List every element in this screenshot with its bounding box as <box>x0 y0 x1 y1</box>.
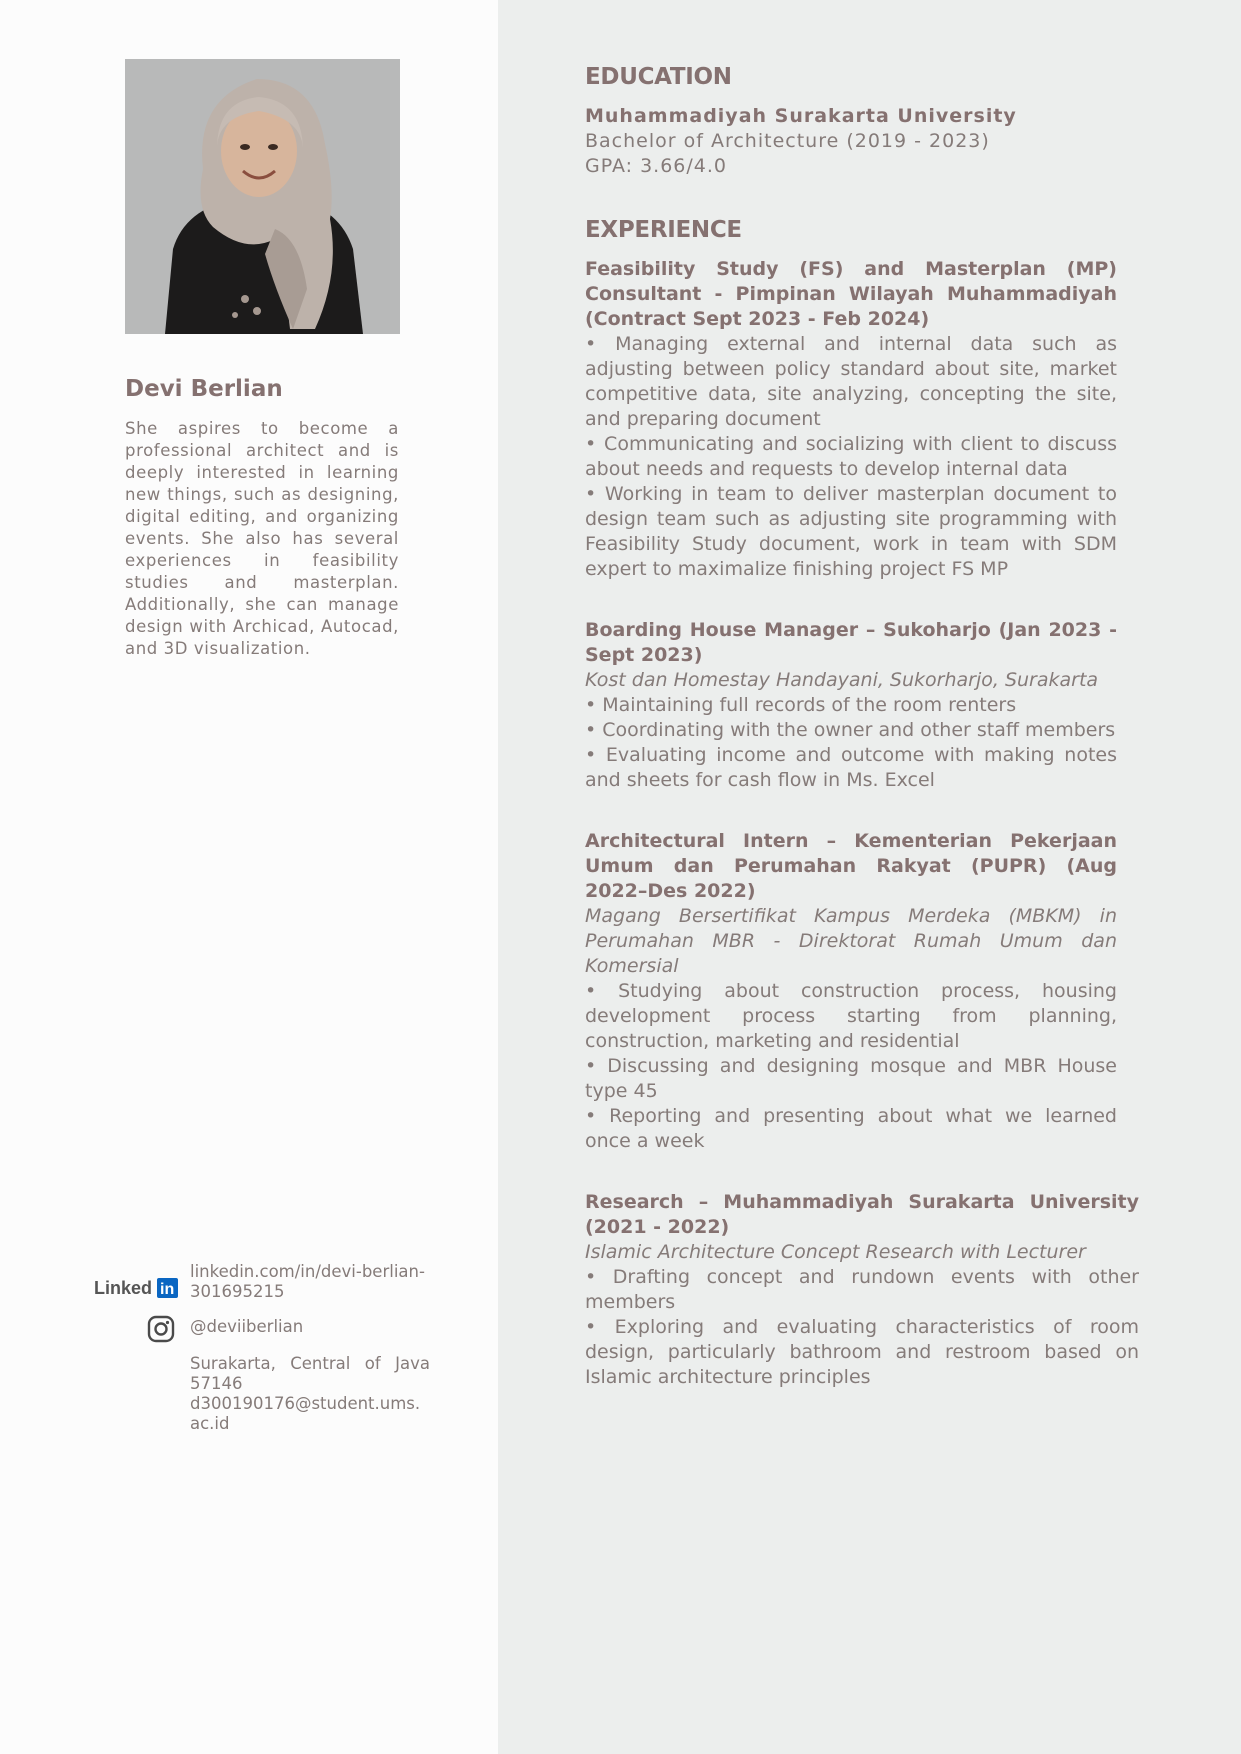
profile-photo <box>125 59 400 334</box>
job-bullet: • Studying about construction process, housing development process starting from planning, construction, marketing and residential <box>585 980 1117 1052</box>
job-organization: Islamic Architecture Concept Research with Lecturer <box>585 1241 1086 1263</box>
instagram-icon[interactable] <box>147 1315 175 1343</box>
job-item <box>585 257 1117 582</box>
profile-name: Devi Berlian <box>125 376 283 402</box>
job-title: Feasibility Study (FS) and Masterplan (MP) Consultant - Pimpinan Wilayah Muhammadiyah (Contract Sept 2023 - Feb 2024) <box>585 258 1117 330</box>
job-bullet: • Reporting and presenting about what we learned once a week <box>585 1105 1117 1152</box>
instagram-handle[interactable]: @deviiberlian <box>190 1317 304 1336</box>
job-bullet: • Maintaining full records of the room renters <box>585 694 1017 716</box>
job-item <box>585 618 1117 793</box>
job-title: Research – Muhammadiyah Surakarta University (2021 - 2022) <box>585 1191 1139 1238</box>
job-bullet: • Working in team to deliver masterplan document to design team such as adjusting site programming with Feasibility Study document, work in team with SDM expert to maximalize finishing project FS MP <box>585 483 1117 580</box>
job-bullet: • Discussing and designing mosque and MBR House type 45 <box>585 1055 1117 1102</box>
job-bullet: • Communicating and socializing with client to discuss about needs and requests to develop internal data <box>585 433 1117 480</box>
job-title: Architectural Intern – Kementerian Pekerjaan Umum dan Perumahan Rakyat (PUPR) (Aug 2022–Des 2022) <box>585 830 1117 902</box>
linkedin-logo-in: in <box>160 1281 175 1298</box>
education-school: Muhammadiyah Surakarta University <box>585 105 1017 127</box>
education-section <box>585 62 1117 179</box>
job-bullet: • Evaluating income and outcome with making notes and sheets for cash flow in Ms. Excel <box>585 744 1117 791</box>
job-title: Boarding House Manager – Sukoharjo (Jan 2023 - Sept 2023) <box>585 619 1117 666</box>
linkedin-url[interactable]: linkedin.com/in/devi-berlian-301695215 <box>190 1262 425 1301</box>
job-bullet: • Coordinating with the owner and other staff members <box>585 719 1116 741</box>
job-organization: Magang Bersertifikat Kampus Merdeka (MBKM) in Perumahan MBR - Direktorat Rumah Umum dan Komersial <box>585 905 1117 977</box>
job-bullet: • Managing external and internal data such as adjusting between policy standard about site, market competitive data, site analyzing, concepting the site, and preparing document <box>585 333 1117 430</box>
job-organization: Kost dan Homestay Handayani, Sukorharjo, Surakarta <box>585 669 1099 691</box>
job-item <box>585 1190 1139 1390</box>
job-item <box>585 829 1117 1154</box>
education-gpa: GPA: 3.66/4.0 <box>585 155 727 177</box>
main-content <box>585 62 1139 1426</box>
linkedin-logo-icon[interactable] <box>94 1277 180 1299</box>
job-bullet: • Exploring and evaluating characteristics of room design, particularly bathroom and restroom based on Islamic architecture principles <box>585 1316 1139 1388</box>
education-degree: Bachelor of Architecture (2019 - 2023) <box>585 130 990 152</box>
education-title: EDUCATION <box>585 64 732 90</box>
experience-title: EXPERIENCE <box>585 217 742 243</box>
email[interactable]: d300190176@student.ums.ac.id <box>190 1394 421 1433</box>
job-bullet: • Drafting concept and rundown events with other members <box>585 1266 1139 1313</box>
experience-section <box>585 215 1139 1390</box>
profile-bio: She aspires to become a professional architect and is deeply interested in learning new things, such as designing, digital editing, and organizing events. She also has several experiences in feasibility studies and masterplan. Additionally, she can manage design with Archicad, Autocad, and 3D visualization. <box>125 419 399 658</box>
address: Surakarta, Central of Java 57146 <box>190 1354 430 1393</box>
linkedin-logo-word: Linked <box>94 1278 153 1298</box>
